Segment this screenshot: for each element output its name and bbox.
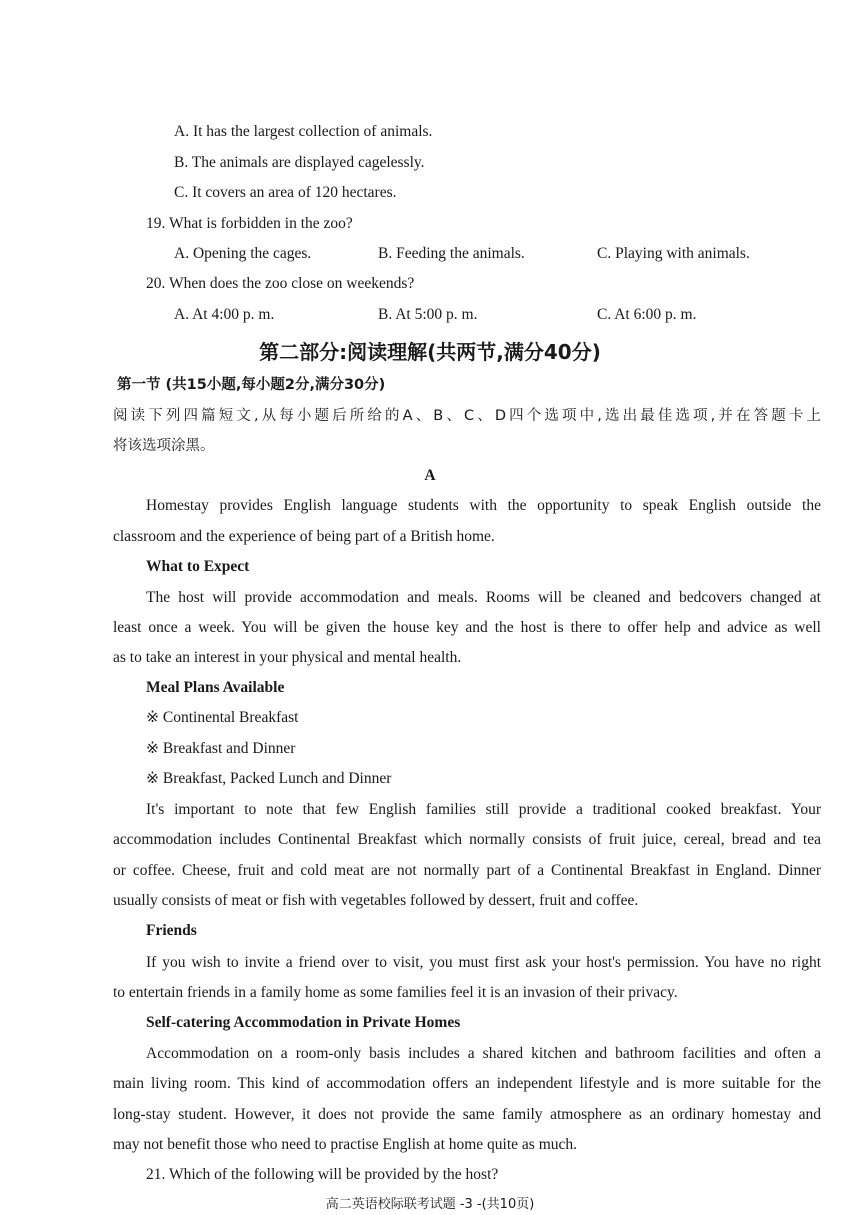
self-catering-heading: Self-catering Accommodation in Private Homes — [146, 1014, 461, 1031]
q20-option-c: C. At 6:00 p. m. — [597, 306, 697, 323]
meal-plan-item: ※ Continental Breakfast — [146, 709, 299, 726]
section1-title: 第一节 (共15小题,每小题2分,满分30分) — [117, 377, 386, 393]
expect-line-3: as to take an interest in your physical and mental health. — [113, 649, 462, 666]
what-to-expect-heading: What to Expect — [146, 558, 250, 575]
q18-option-b: B. The animals are displayed cagelessly. — [174, 154, 425, 171]
intro-line-1: Homestay provides English language students with the opportunity to speak English outside the — [146, 497, 821, 514]
note-line-1: It's important to note that few English families still provide a traditional cooked breakfast. Your — [146, 801, 821, 818]
expect-line-1: The host will provide accommodation and meals. Rooms will be cleaned and bedcovers changed at — [146, 589, 821, 606]
friends-heading: Friends — [146, 922, 197, 939]
self-line-4: may not benefit those who need to practise English at home quite as much. — [113, 1136, 578, 1153]
passage-label: A — [424, 467, 436, 484]
self-line-3: long-stay student. However, it does not provide the same family atmosphere as an ordinary homestay and — [113, 1106, 821, 1123]
q19-option-b: B. Feeding the animals. — [378, 245, 525, 262]
q18-option-c: C. It covers an area of 120 hectares. — [174, 184, 397, 201]
meal-plan-item: ※ Breakfast and Dinner — [146, 740, 296, 757]
expect-line-2: least once a week. You will be given the house key and the host is there to offer help and advice as well — [113, 619, 821, 636]
note-line-4: usually consists of meat or fish with vegetables followed by dessert, fruit and coffee. — [113, 892, 639, 909]
note-line-2: accommodation includes Continental Breakfast which normally consists of fruit juice, cereal, bread and tea — [113, 831, 821, 848]
q21-question: 21. Which of the following will be provided by the host? — [146, 1166, 499, 1183]
meal-plan-item: ※ Breakfast, Packed Lunch and Dinner — [146, 770, 392, 787]
q20-option-a: A. At 4:00 p. m. — [174, 306, 275, 323]
instruction-line-2: 将该选项涂黑。 — [113, 438, 215, 454]
q19-option-a: A. Opening the cages. — [174, 245, 312, 262]
friends-line-1: If you wish to invite a friend over to visit, you must first ask your host's permission. You have no right — [146, 954, 821, 971]
meal-plans-heading: Meal Plans Available — [146, 679, 285, 696]
instruction-line-1: 阅读下列四篇短文,从每小题后所给的A、B、C、D四个选项中,选出最佳选项,并在答题卡上 — [113, 408, 821, 424]
q19-question: 19. What is forbidden in the zoo? — [146, 215, 353, 232]
q20-option-b: B. At 5:00 p. m. — [378, 306, 478, 323]
intro-line-2: classroom and the experience of being part of a British home. — [113, 528, 495, 545]
part2-heading: 第二部分:阅读理解(共两节,满分40分) — [259, 340, 601, 364]
note-line-3: or coffee. Cheese, fruit and cold meat are not normally part of a Continental Breakfast in England. Dinner — [113, 862, 821, 879]
q18-option-a: A. It has the largest collection of animals. — [174, 123, 433, 140]
self-line-2: main living room. This kind of accommodation offers an independent lifestyle and is more suitable for the — [113, 1075, 821, 1092]
q20-question: 20. When does the zoo close on weekends? — [146, 275, 415, 292]
self-line-1: Accommodation on a room-only basis includes a shared kitchen and bathroom facilities and often a — [146, 1045, 821, 1062]
page-footer: 高二英语校际联考试题 -3 -(共10页) — [325, 1197, 535, 1212]
q19-option-c: C. Playing with animals. — [597, 245, 750, 262]
friends-line-2: to entertain friends in a family home as some families feel it is an invasion of their privacy. — [113, 984, 678, 1001]
